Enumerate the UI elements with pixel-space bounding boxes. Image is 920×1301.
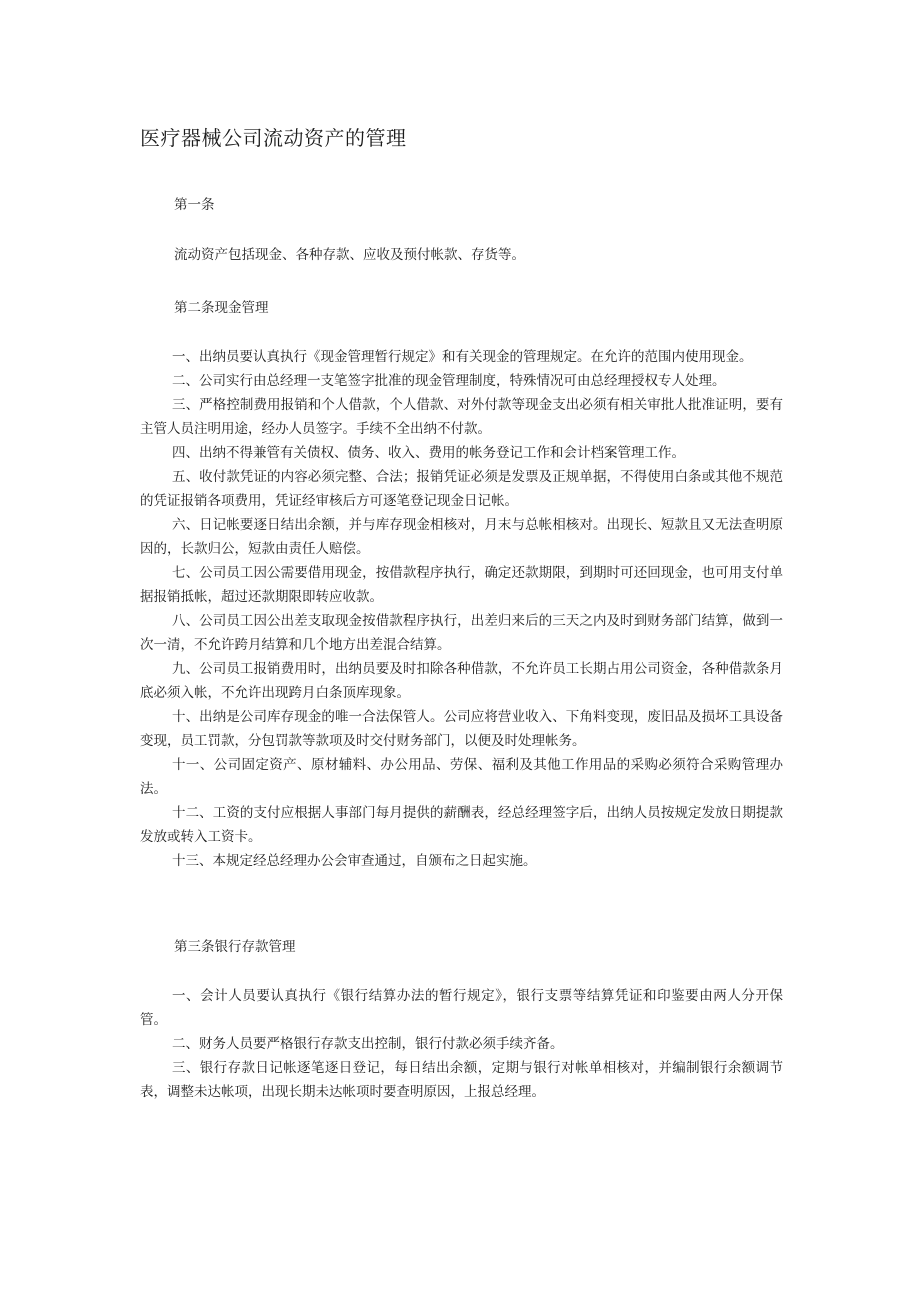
cash-rule-12: 十二、工资的支付应根据人事部门每月提供的薪酬表，经总经理签字后，出纳人员按规定发放日期提款发放或转入工资卡。 xyxy=(140,805,783,845)
cash-rule-8: 八、公司员工因公出差支取现金按借款程序执行，出差归来后的三天之内及时到财务部门结算，做到一次一清，不允许跨月结算和几个地方出差混合结算。 xyxy=(140,613,783,653)
cash-rule-2: 二、公司实行由总经理一支笔签字批准的现金管理制度，特殊情况可由总经理授权专人处理。 xyxy=(172,373,726,389)
bank-rule-3: 三、银行存款日记帐逐笔逐日登记，每日结出余额，定期与银行对帐单相核对，并编制银行余额调节表，调整未达帐项，出现长期未达帐项时要查明原因，上报总经理。 xyxy=(140,1060,783,1100)
cash-rule-1: 一、出纳员要认真执行《现金管理暂行规定》和有关现金的管理规定。在允许的范围内使用现金。 xyxy=(172,349,753,365)
cash-rule-11: 十一、公司固定资产、原材辅料、办公用品、劳保、福利及其他工作用品的采购必须符合采购管理办法。 xyxy=(140,757,783,797)
article-1-heading: 第一条 xyxy=(174,197,215,213)
article-3-heading: 第三条银行存款管理 xyxy=(174,939,296,955)
cash-rule-3: 三、严格控制费用报销和个人借款，个人借款、对外付款等现金支出必须有相关审批人批准证明，要有主管人员注明用途，经办人员签字。手续不全出纳不付款。 xyxy=(140,397,783,437)
bank-rule-2: 二、财务人员要严格银行存款支出控制，银行付款必须手续齐备。 xyxy=(172,1036,564,1052)
page-title: 医疗器械公司流动资产的管理 xyxy=(140,126,407,150)
cash-rule-4: 四、出纳不得兼管有关债权、债务、收入、费用的帐务登记工作和会计档案管理工作。 xyxy=(172,445,685,461)
article-2-body xyxy=(140,345,783,873)
article-3-body xyxy=(140,984,783,1104)
cash-rule-5: 五、收付款凭证的内容必须完整、合法；报销凭证必须是发票及正规单据，不得使用白条或其他不规范的凭证报销各项费用，凭证经审核后方可逐笔登记现金日记帐。 xyxy=(140,469,783,509)
bank-rule-1: 一、会计人员要认真执行《银行结算办法的暂行规定》，银行支票等结算凭证和印鉴要由两人分开保管。 xyxy=(140,988,783,1028)
cash-rule-9: 九、公司员工报销费用时，出纳员要及时扣除各种借款，不允许员工长期占用公司资金，各种借款条月底必须入帐，不允许出现跨月白条顶库现象。 xyxy=(140,661,783,701)
cash-rule-10: 十、出纳是公司库存现金的唯一合法保管人。公司应将营业收入、下角料变现，废旧品及损坏工具设备变现，员工罚款，分包罚款等款项及时交付财务部门，以便及时处理帐务。 xyxy=(140,709,783,749)
article-2-heading: 第二条现金管理 xyxy=(174,300,269,316)
cash-rule-6: 六、日记帐要逐日结出余额，并与库存现金相核对，月末与总帐相核对。出现长、短款且又无法查明原因的，长款归公，短款由责任人赔偿。 xyxy=(140,517,783,557)
article-1-text: 流动资产包括现金、各种存款、应收及预付帐款、存货等。 xyxy=(174,247,525,263)
cash-rule-13: 十三、本规定经总经理办公会审查通过，自颁布之日起实施。 xyxy=(172,853,537,869)
cash-rule-7: 七、公司员工因公需要借用现金，按借款程序执行，确定还款期限，到期时可还回现金，也可用支付单据报销抵帐，超过还款期限即转应收款。 xyxy=(140,565,783,605)
